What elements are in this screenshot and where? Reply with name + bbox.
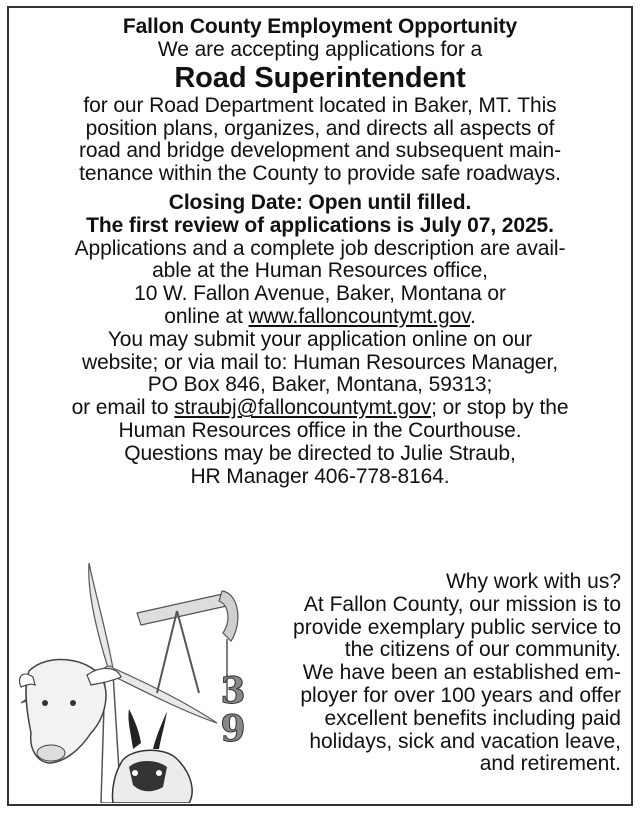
apply-line: 10 W. Fallon Avenue, Baker, Montana or	[134, 282, 506, 306]
submit-info	[9, 329, 631, 489]
closing-date: Closing Date: Open until filled.	[168, 190, 472, 214]
first-review-date: The first review of applications is July 07, 2025.	[86, 213, 554, 237]
description-line: road and bridge development and subsequent main-	[78, 139, 562, 163]
why-work-with-us	[293, 571, 621, 776]
ad-header: Fallon County Employment Opportunity	[122, 15, 518, 38]
email-suffix: ; or stop by the	[431, 396, 569, 420]
logo-number-3: 3	[220, 670, 246, 712]
apply-info	[9, 238, 631, 329]
description-line: for our Road Department located in Baker, MT. This	[83, 93, 557, 117]
website-link[interactable]: www.falloncountymt.gov	[248, 304, 470, 328]
position-title: Road Superintendent	[174, 61, 466, 94]
apply-line: Applications and a complete job description are avail-	[74, 236, 566, 260]
why-line: excellent benefits including paid	[324, 706, 621, 730]
email-link[interactable]: straubj@falloncountymt.gov	[174, 396, 432, 420]
submit-line: You may submit your application online on our	[107, 327, 533, 351]
why-line: holidays, sick and vacation leave,	[309, 729, 621, 753]
why-line: and retirement.	[479, 752, 621, 776]
why-line: Why work with us?	[445, 570, 621, 593]
online-line	[9, 306, 631, 329]
description-line: position plans, organizes, and directs all aspects of	[85, 116, 555, 140]
why-line: provide exemplary public service to	[293, 615, 621, 639]
why-line: ployer for over 100 years and offer	[300, 683, 621, 707]
apply-line: able at the Human Resources office,	[152, 259, 488, 283]
why-line: At Fallon County, our mission is to	[303, 592, 621, 616]
county-seal-illustration	[17, 553, 249, 803]
logo-number-9: 9	[220, 708, 246, 750]
why-line: the citizens of our community.	[344, 638, 621, 662]
email-prefix: or email to	[71, 396, 175, 420]
job-advertisement	[7, 6, 633, 806]
description	[9, 95, 631, 186]
questions-line: Questions may be directed to Julie Straub,	[124, 441, 516, 465]
online-suffix: .	[470, 304, 476, 328]
submit-line: website; or via mail to: Human Resources Manager,	[82, 350, 558, 374]
description-line: tenance within the County to provide safe roadways.	[79, 162, 561, 186]
email-line	[9, 397, 631, 420]
online-prefix: online at	[164, 304, 249, 328]
questions-line: HR Manager 406-778-8164.	[190, 464, 450, 488]
why-line: We have been an established em-	[302, 661, 621, 685]
submit-line: PO Box 846, Baker, Montana, 59313;	[147, 373, 493, 397]
intro-text: We are accepting applications for a	[157, 38, 483, 61]
office-line: Human Resources office in the Courthouse.	[118, 418, 522, 442]
